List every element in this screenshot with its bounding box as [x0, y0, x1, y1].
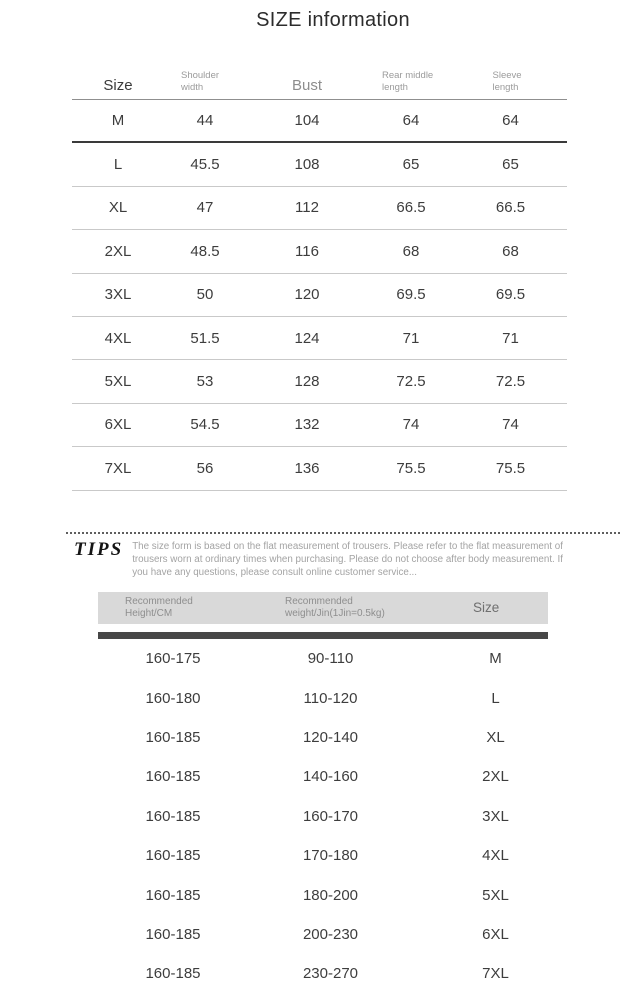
- table-cell: L: [113, 156, 123, 174]
- table-row: [98, 915, 548, 954]
- table-row: [72, 360, 567, 403]
- table-cell: 200-230: [302, 925, 359, 943]
- table-row: [98, 718, 548, 757]
- table-cell: 64: [502, 112, 519, 130]
- column-header-shoulder-width: Shoulder width: [181, 70, 220, 94]
- table-cell: 68: [502, 242, 519, 260]
- column-header-size: Size: [103, 77, 133, 94]
- table-cell: 4XL: [104, 329, 132, 347]
- table-cell: 2XL: [482, 768, 509, 786]
- table-cell: 160-185: [145, 925, 201, 943]
- table-cell: 47: [196, 199, 214, 217]
- table-cell: 64: [402, 112, 420, 130]
- table-cell: 170-180: [302, 847, 359, 865]
- table-cell: 160-185: [145, 768, 201, 786]
- table-cell: XL: [108, 199, 128, 217]
- table-cell: 160-185: [145, 886, 201, 904]
- table-cell: 160-170: [302, 807, 359, 825]
- table-row: [72, 317, 567, 360]
- table-cell: 132: [294, 416, 320, 434]
- table-cell: 54.5: [190, 416, 220, 434]
- table-cell: 4XL: [482, 847, 509, 865]
- table-cell: XL: [486, 728, 505, 746]
- table-row: [98, 954, 548, 993]
- table-row: [72, 143, 567, 186]
- table-cell: 71: [502, 329, 519, 347]
- table-cell: 75.5: [396, 459, 426, 477]
- table-cell: M: [111, 112, 125, 130]
- table-row: [98, 757, 548, 796]
- table-cell: 69.5: [396, 286, 426, 304]
- table-cell: 160-175: [145, 650, 201, 668]
- column-header-sleeve-length: Sleeve length: [492, 70, 522, 94]
- table-row: [72, 100, 567, 143]
- table-cell: 72.5: [495, 373, 526, 391]
- table-cell: M: [489, 650, 502, 668]
- table-row: [72, 274, 567, 317]
- table-cell: 5XL: [104, 373, 132, 391]
- table-cell: 112: [295, 199, 319, 217]
- table-row: [98, 639, 548, 678]
- table-cell: 53: [196, 373, 214, 391]
- table-row: [98, 797, 548, 836]
- table-cell: 74: [502, 416, 519, 434]
- fit-table-body: [98, 639, 548, 994]
- table-cell: 45.5: [190, 156, 220, 174]
- table-cell: 160-180: [145, 689, 201, 707]
- table-cell: 6XL: [104, 416, 132, 434]
- table-cell: 66.5: [495, 199, 526, 217]
- page-title: SIZE information: [256, 9, 410, 31]
- table-cell: 72.5: [396, 373, 426, 391]
- table-cell: 74: [402, 416, 420, 434]
- table-cell: 108: [294, 156, 320, 174]
- table-cell: L: [491, 689, 500, 707]
- size-measurement-table: [72, 58, 567, 491]
- table-cell: 160-185: [145, 728, 201, 746]
- table-row: [98, 678, 548, 717]
- size-table-header-row: [72, 58, 567, 100]
- column-header-bust: Bust: [291, 77, 322, 94]
- table-cell: 2XL: [104, 242, 132, 260]
- table-cell: 56: [196, 459, 214, 477]
- fit-table-header-row: [98, 592, 548, 624]
- table-cell: 65: [502, 156, 519, 174]
- recommended-fit-table: [98, 592, 548, 994]
- column-header-recommended-weight: Recommended weight/Jin(1Jin=0.5kg): [285, 595, 385, 619]
- table-cell: 51.5: [190, 329, 220, 347]
- tips-text: The size form is based on the flat measurement of trousers. Please refer to the flat measurement of trousers worn at ordinary times when purchasing. Please do not choose after body measurement. If you have any questions, please consult online customer service...: [132, 541, 563, 579]
- table-cell: 116: [295, 242, 319, 260]
- table-row: [72, 447, 567, 490]
- table-cell: 6XL: [482, 925, 509, 943]
- table-row: [72, 230, 567, 273]
- table-cell: 75.5: [495, 459, 526, 477]
- tips-label: TIPS: [74, 539, 124, 560]
- table-row: [98, 836, 548, 875]
- table-cell: 69.5: [495, 286, 526, 304]
- table-cell: 48.5: [190, 242, 220, 260]
- table-cell: 124: [294, 329, 320, 347]
- column-header-rear-middle-length: Rear middle length: [382, 70, 434, 94]
- column-header-size: Size: [473, 599, 500, 615]
- table-row: [72, 187, 567, 230]
- header-underline-bar: [98, 632, 548, 639]
- table-cell: 65: [402, 156, 420, 174]
- table-cell: 66.5: [396, 199, 426, 217]
- table-row: [72, 404, 567, 447]
- table-cell: 90-110: [307, 650, 354, 668]
- table-cell: 140-160: [302, 768, 359, 786]
- table-cell: 50: [196, 286, 214, 304]
- table-cell: 110-120: [303, 689, 358, 707]
- table-cell: 160-185: [145, 965, 201, 983]
- table-cell: 5XL: [482, 886, 509, 904]
- table-cell: 136: [294, 459, 320, 477]
- table-cell: 180-200: [302, 886, 359, 904]
- table-cell: 68: [402, 242, 420, 260]
- table-cell: 120-140: [302, 728, 359, 746]
- table-row: [98, 875, 548, 914]
- table-cell: 3XL: [104, 286, 132, 304]
- table-cell: 160-185: [145, 807, 201, 825]
- table-cell: 3XL: [482, 807, 509, 825]
- table-cell: 44: [196, 112, 214, 130]
- table-cell: 104: [294, 112, 320, 130]
- table-cell: 7XL: [482, 965, 509, 983]
- dotted-divider: [66, 532, 620, 534]
- tips-section: [74, 540, 574, 579]
- table-cell: 230-270: [302, 965, 359, 983]
- column-header-recommended-height: Recommended Height/CM: [125, 595, 193, 619]
- table-cell: 120: [294, 286, 320, 304]
- table-cell: 128: [294, 373, 320, 391]
- table-cell: 7XL: [104, 459, 132, 477]
- size-table-body: [72, 100, 567, 491]
- table-cell: 160-185: [145, 847, 201, 865]
- table-cell: 71: [402, 329, 420, 347]
